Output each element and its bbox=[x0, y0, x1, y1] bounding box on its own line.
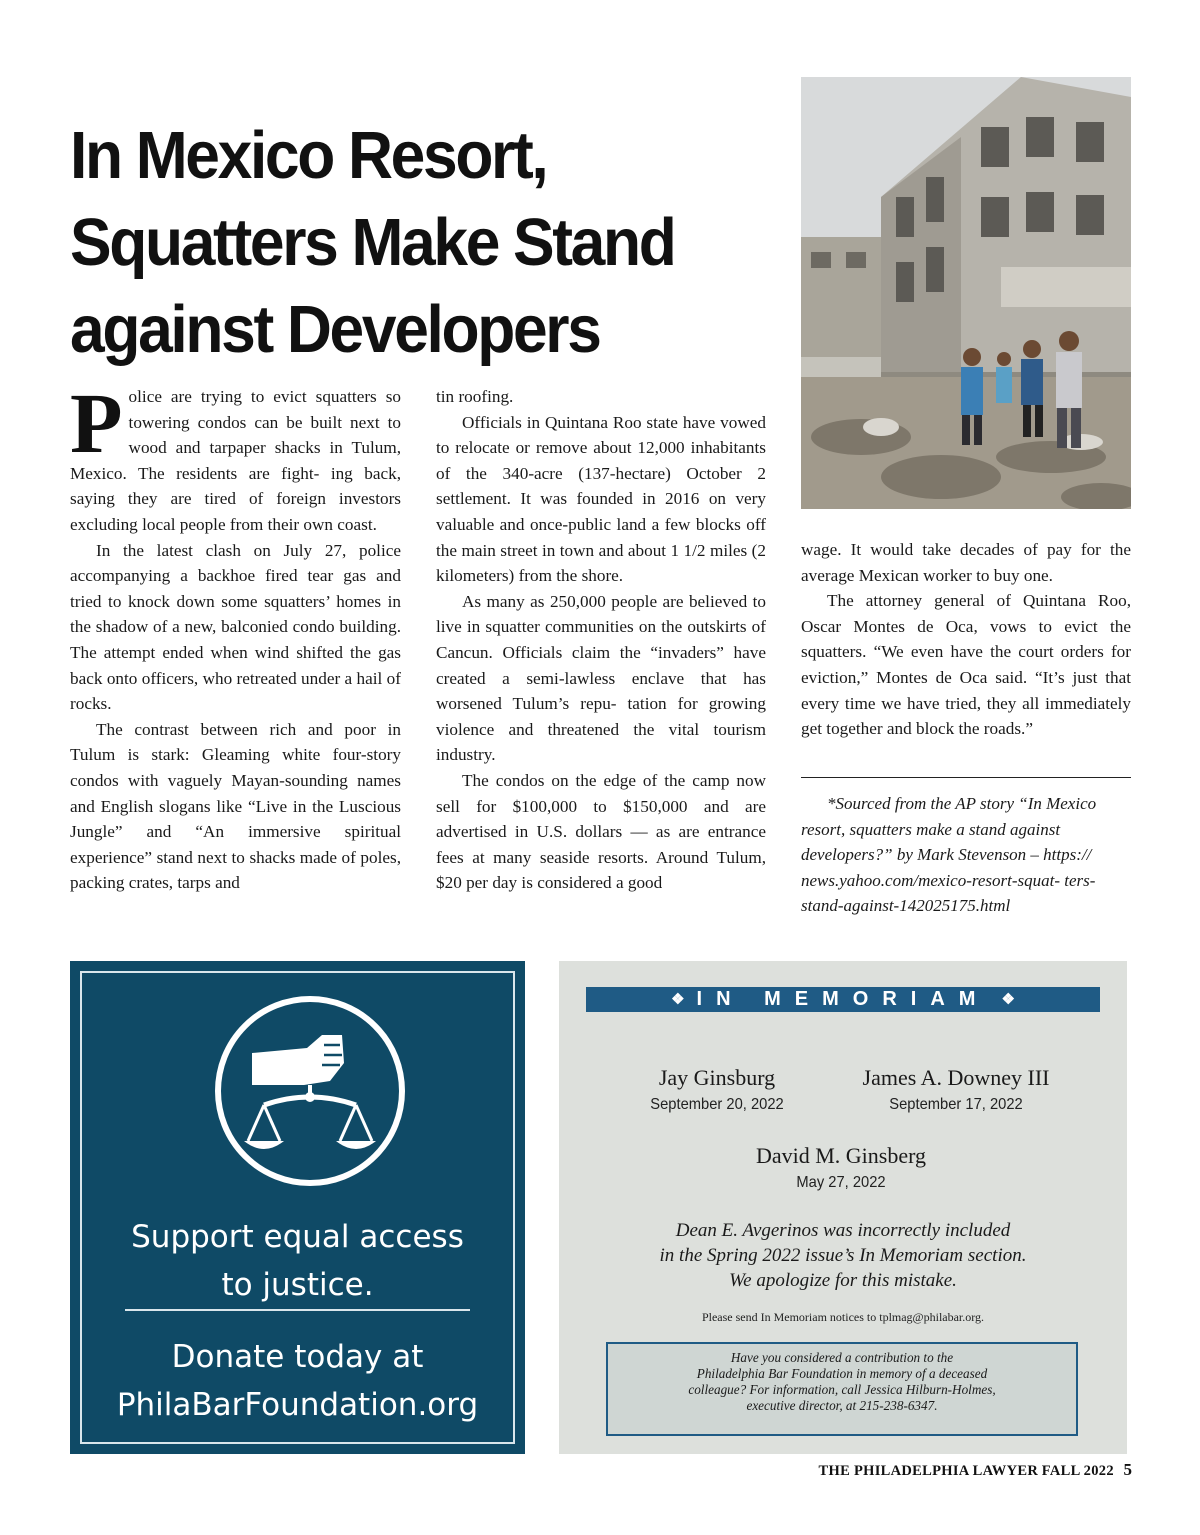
article-paragraph: The contrast between rich and poor in Tulum is stark: Gleaming white four-story condos with vaguely Mayan-sounding names and English slogans like “Live in the Luscious Jungle” and “An immersive spiritual experience” stand next to shacks made of poles, packing crates, tarps and bbox=[70, 719, 401, 893]
correction-note bbox=[559, 1218, 1127, 1293]
contribution-line: executive director, at 215-238-6347. bbox=[746, 1398, 938, 1413]
article-paragraph bbox=[70, 375, 401, 538]
ad-donate-url[interactable]: PhilaBarFoundation.org bbox=[116, 1387, 479, 1423]
in-memoriam-title-bar bbox=[586, 987, 1100, 1012]
headline-line-1: In Mexico Resort, bbox=[70, 118, 547, 193]
memoriam-date: September 20, 2022 bbox=[650, 1096, 784, 1113]
article-paragraph: The attorney general of Quintana Roo, Oscar Montes de Oca, vows to evict the squatters. “We even have the court orders for eviction,” Montes de Oca said. “It’s just that every time we have tried, they all immediately get together and block the roads.” bbox=[801, 591, 1131, 739]
diamond-icon: ❖ bbox=[1001, 991, 1015, 1008]
article-paragraph: In the latest clash on July 27, police accompanying a backhoe fired tear gas and tried to knock down some squatters’ homes in the shadow of a new, balconied condo building. The attempt ended when wind shifted the gas back onto officers, who retreated under a hail of rocks. bbox=[70, 540, 401, 714]
contribution-line: colleague? For information, call Jessica Hilburn-Holmes, bbox=[688, 1382, 996, 1397]
foundation-ad[interactable] bbox=[70, 961, 525, 1454]
article-paragraph: The condos on the edge of the camp now sell for $100,000 to $150,000 and are advertised in U.S. dollars — as are entrance fees at many seaside resorts. Around Tulum, $20 per day is considered a good bbox=[436, 770, 766, 893]
send-notice: Please send In Memoriam notices to tplmag@philabar.org. bbox=[701, 1310, 985, 1324]
headline-line-2: Squatters Make Stand bbox=[70, 205, 675, 280]
in-memoriam-title: IN MEMORIAM bbox=[696, 988, 990, 1010]
article-column-1 bbox=[70, 375, 401, 896]
ad-tagline bbox=[82, 1213, 513, 1309]
memoriam-name: James A. Downey III bbox=[862, 1065, 1050, 1090]
diamond-icon: ❖ bbox=[671, 991, 685, 1008]
article-headline bbox=[70, 112, 740, 373]
paragraph-text: olice are trying to evict squatters so towering condos can be built next to wood and tarpaper shacks in Tulum, Mexico. The residents are fight- ing back, saying they are tired of foreign investors excluding local people from their own coast. bbox=[70, 387, 401, 534]
justice-scales-icon bbox=[212, 993, 408, 1189]
article-paragraph: As many as 250,000 people are believed to live in squatter communities on the outskirts of Cancun. Officials claim the “invaders” have created a semi-lawless enclave that has worsened Tulum’s repu- tation for growing violence and threatened the vital tourism industry. bbox=[436, 591, 766, 765]
ad-tagline-line: to justice. bbox=[221, 1267, 374, 1303]
memoriam-date: May 27, 2022 bbox=[796, 1174, 886, 1191]
article-paragraph: tin roofing. bbox=[436, 387, 514, 406]
source-note: *Sourced from the AP story “In Mexico resort, squatters make a stand against developers?” by Mark Stevenson – https:// news.yahoo.com/mexico-resort-squat- ters-stand-against-142025175.html bbox=[801, 794, 1097, 916]
ad-border bbox=[80, 971, 515, 1444]
ad-donate-line: Donate today at bbox=[171, 1339, 424, 1375]
memoriam-name: Jay Ginsburg bbox=[658, 1065, 776, 1090]
ad-donate[interactable] bbox=[82, 1333, 513, 1429]
construction-site-photo bbox=[801, 77, 1131, 509]
memoriam-date: September 17, 2022 bbox=[889, 1096, 1023, 1113]
in-memoriam-box bbox=[559, 961, 1127, 1454]
article-photo bbox=[801, 77, 1131, 509]
correction-line: We apologize for this mistake. bbox=[729, 1270, 957, 1291]
contribution-box bbox=[606, 1342, 1078, 1436]
correction-line: Dean E. Avgerinos was incorrectly included bbox=[675, 1220, 1011, 1241]
correction-line: in the Spring 2022 issue’s In Memoriam section. bbox=[659, 1245, 1027, 1266]
issue-label: FALL 2022 bbox=[1041, 1463, 1114, 1479]
contribution-line: Philadelphia Bar Foundation in memory of a deceased bbox=[696, 1366, 988, 1381]
publication-name: THE PHILADELPHIA LAWYER bbox=[818, 1463, 1039, 1479]
article-column-2 bbox=[436, 384, 766, 896]
memoriam-name: David M. Ginsberg bbox=[755, 1143, 927, 1168]
source-divider bbox=[801, 777, 1131, 778]
article-paragraph: Officials in Quintana Roo state have vowed to relocate or remove about 12,000 inhabitants of the 340-acre (137-hectare) October 2 settlement. It was founded in 2016 on very valuable and once-public land a few blocks off the main street in town and about 1 1/2 miles (2 kilometers) from the shore. bbox=[436, 412, 766, 586]
contribution-line: Have you considered a contribution to the bbox=[730, 1350, 954, 1365]
ad-divider bbox=[125, 1309, 470, 1311]
page-number: 5 bbox=[1123, 1460, 1132, 1479]
article-column-3 bbox=[801, 537, 1131, 742]
article-paragraph: wage. It would take decades of pay for the average Mexican worker to buy one. bbox=[801, 540, 1131, 585]
drop-cap: P bbox=[70, 375, 123, 471]
page-footer bbox=[819, 1460, 1132, 1481]
ad-tagline-line: Support equal access bbox=[131, 1219, 464, 1255]
headline-line-3: against Developers bbox=[70, 292, 600, 367]
